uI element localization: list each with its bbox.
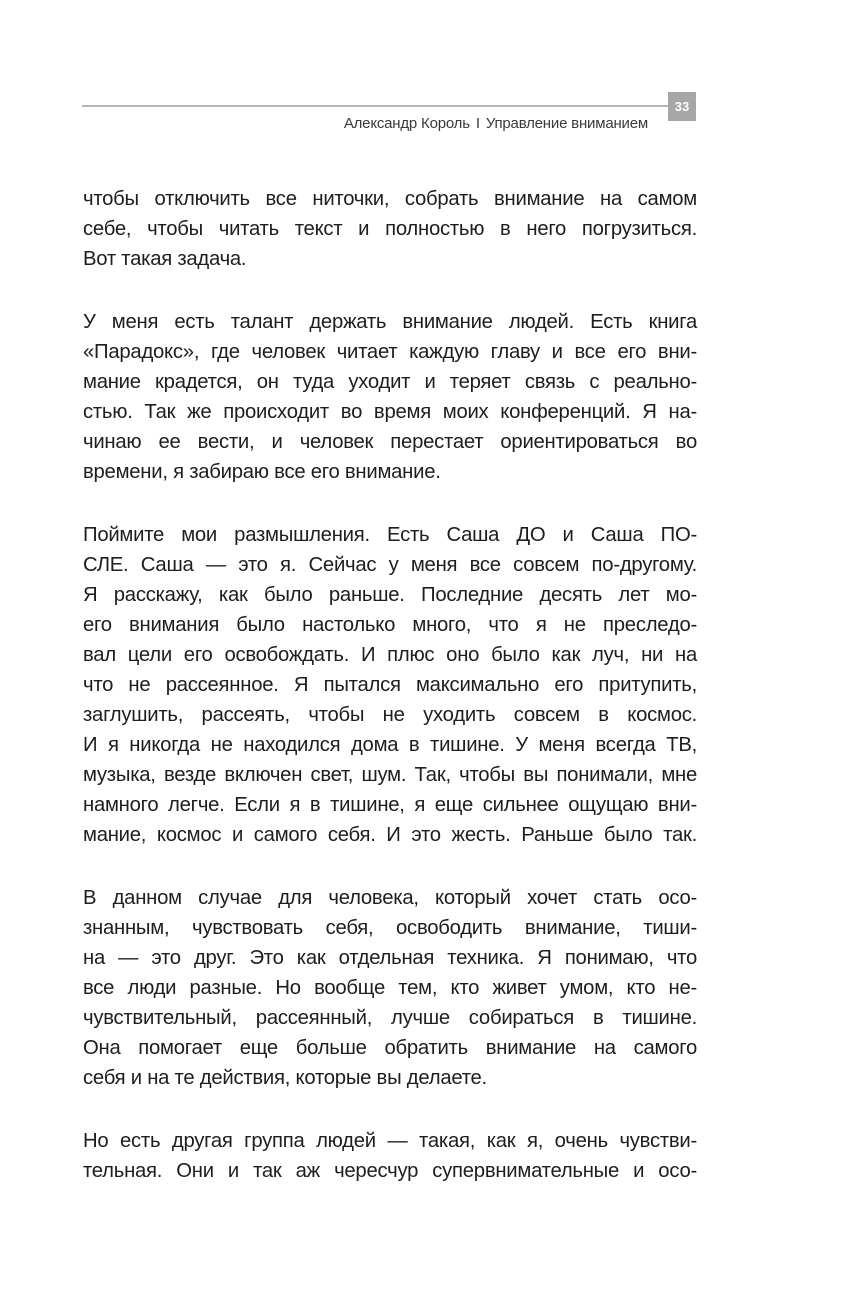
text-line: У меня есть талант держать внимание людей. Есть книга [83,311,697,333]
running-head-title: Управление вниманием [485,115,648,132]
paragraph-2 [83,307,697,487]
text-line: вал цели его освобождать. И плюс оно было как луч, ни на [83,644,697,666]
text-line: Я расскажу, как было раньше. Последние десять лет мо- [83,584,697,606]
running-head-author: Александр Король [343,115,470,132]
text-line: чувствительный, рассеянный, лучше собираться в тишине. [83,1007,697,1029]
text-line: на — это друг. Это как отдельная техника. Я понимаю, что [83,947,697,969]
text-line: заглушить, рассеять, чтобы не уходить совсем в космос. [83,704,697,726]
body-text [83,184,697,1219]
running-head [344,115,648,132]
text-line: мание, космос и самого себя. И это жесть. Раньше было так. [83,824,697,846]
header-rule [82,105,670,107]
running-head-separator: I [475,115,480,132]
paragraph-3 [83,520,697,850]
text-line: В данном случае для человека, который хочет стать осо- [83,887,697,909]
text-line: мание крадется, он туда уходит и теряет связь с реально- [83,371,697,393]
page-number: 33 [668,92,696,121]
paragraph-1 [83,184,697,274]
text-line: все люди разные. Но вообще тем, кто живет умом, кто не- [83,977,697,999]
text-line: тельная. Они и так аж чересчур супервнимательные и осо- [83,1160,697,1182]
text-line: СЛЕ. Саша — это я. Сейчас у меня все совсем по-другому. [83,554,697,576]
text-line: чинаю ее вести, и человек перестает ориентироваться во [83,431,697,453]
text-line: знанным, чувствовать себя, освободить внимание, тиши- [83,917,697,939]
text-line: Но есть другая группа людей — такая, как я, очень чувстви- [83,1130,697,1152]
paragraph-4 [83,883,697,1093]
text-line: «Парадокс», где человек читает каждую главу и все его вни- [83,341,697,363]
text-line: себя и на те действия, которые вы делаете. [83,1067,487,1089]
text-line: Вот такая задача. [83,248,247,270]
text-line: его внимания было настолько много, что я не преследо- [83,614,697,636]
text-line: времени, я забираю все его внимание. [83,461,441,483]
text-line: что не рассеянное. Я пытался максимально его притупить, [83,674,697,696]
text-line: Она помогает еще больше обратить внимание на самого [83,1037,697,1059]
paragraph-5 [83,1126,697,1186]
text-line: Поймите мои размышления. Есть Саша ДО и Саша ПО- [83,524,697,546]
text-line: музыка, везде включен свет, шум. Так, чтобы вы понимали, мне [83,764,697,786]
text-line: чтобы отключить все ниточки, собрать внимание на самом [83,188,697,210]
text-line: намного легче. Если я в тишине, я еще сильнее ощущаю вни- [83,794,697,816]
text-line: стью. Так же происходит во время моих конференций. Я на- [83,401,697,423]
text-line: И я никогда не находился дома в тишине. У меня всегда ТВ, [83,734,697,756]
text-line: себе, чтобы читать текст и полностью в него погрузиться. [83,218,697,240]
